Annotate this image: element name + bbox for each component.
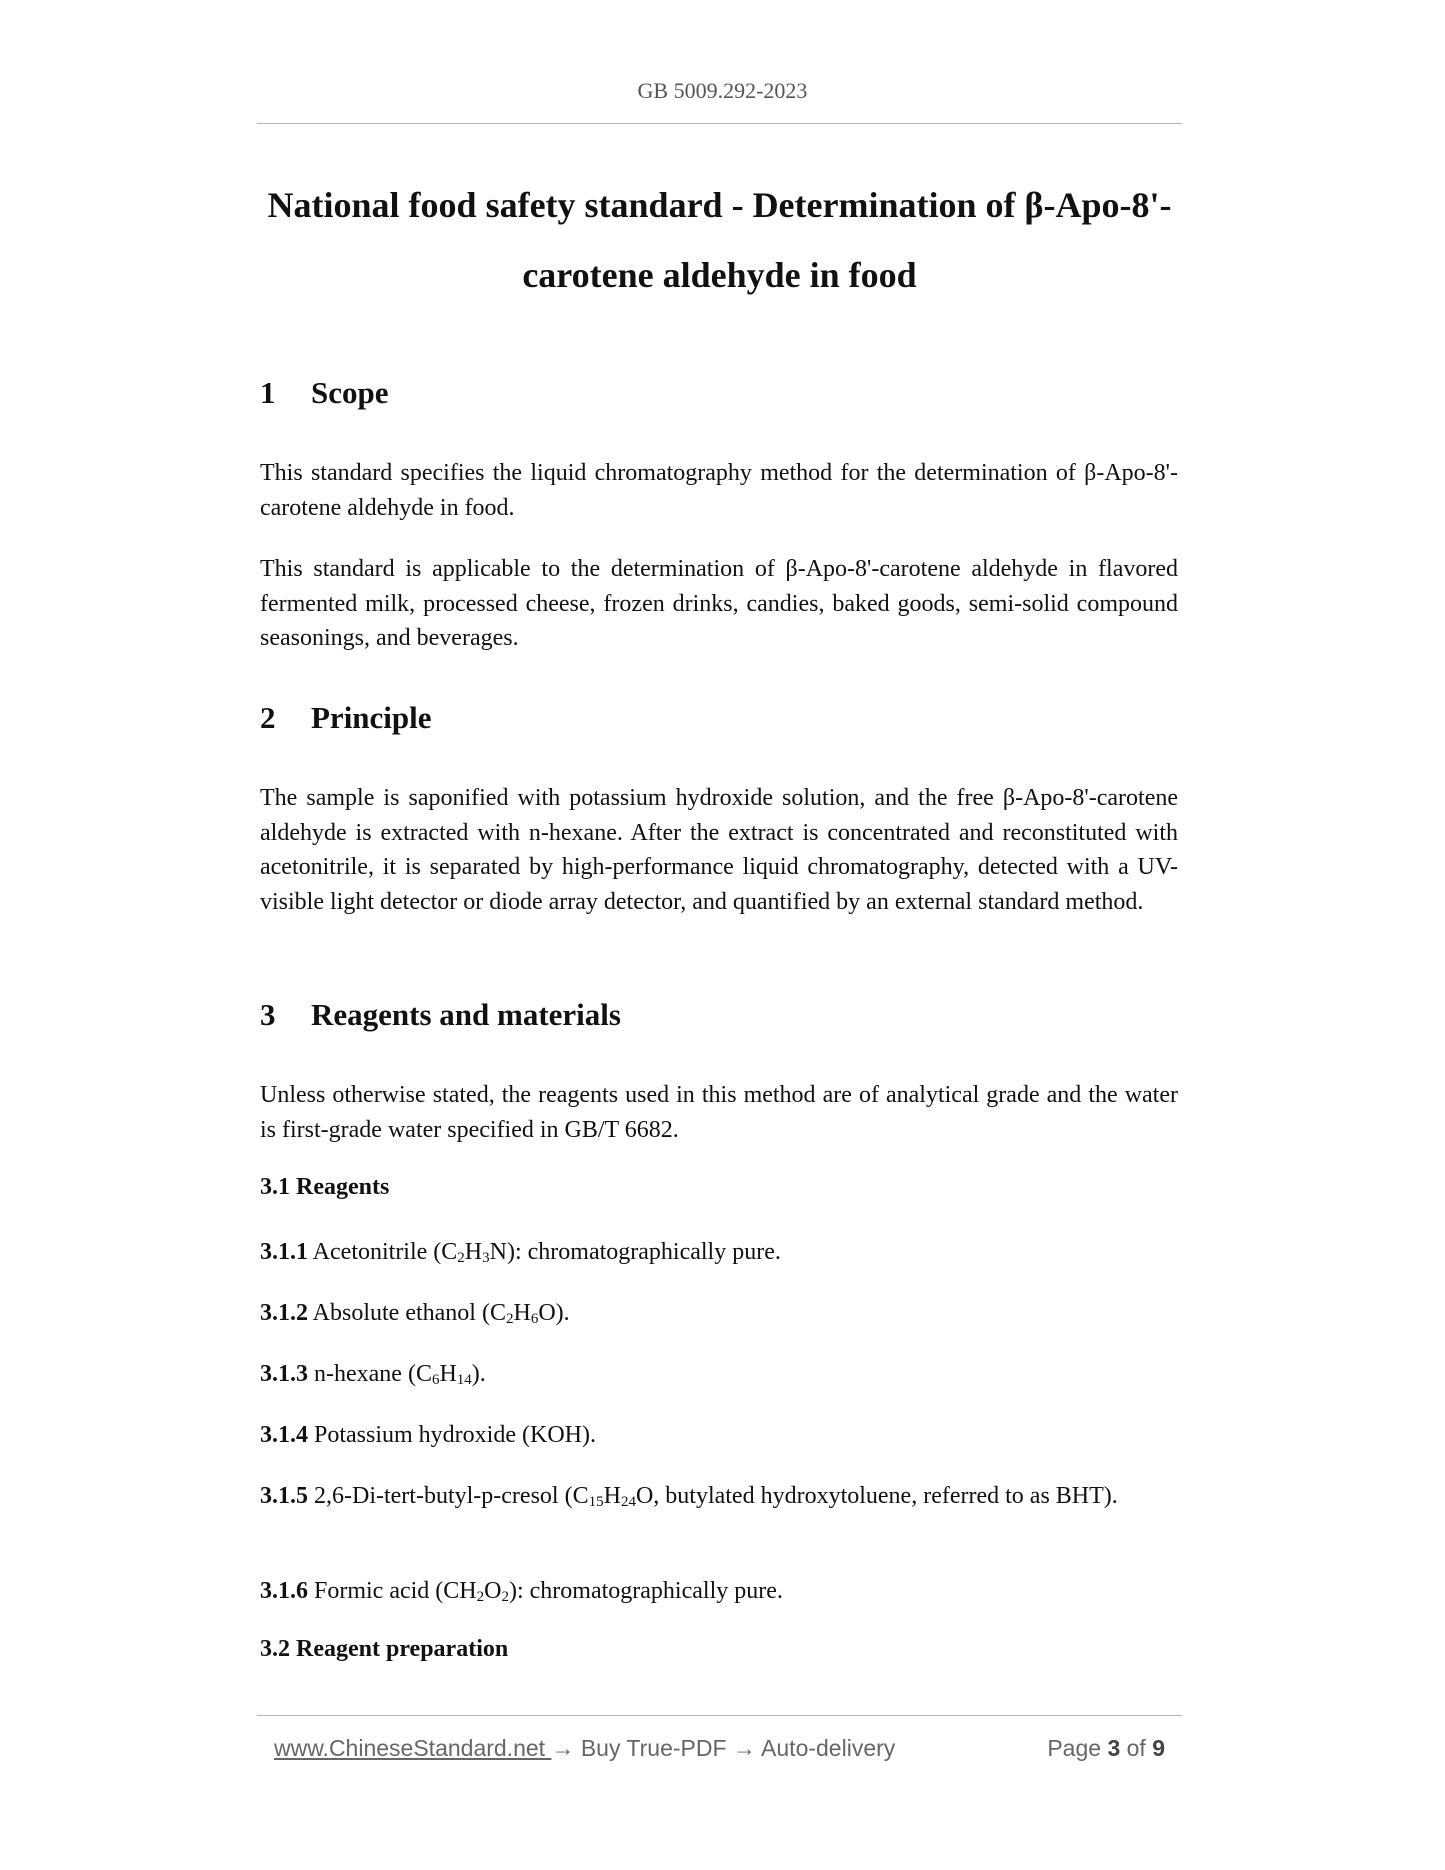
footer-promo — [274, 1735, 895, 1762]
page-title — [257, 170, 1182, 310]
section-heading-reagents — [260, 997, 621, 1033]
section-number: 3 — [260, 997, 276, 1032]
scope-paragraph-1: This standard specifies the liquid chromatography method for the determination of β-Apo-8'-carotene aldehyde in food. — [260, 460, 1178, 521]
section-number: 2 — [260, 700, 276, 735]
subsection-heading-reagents: 3.1 Reagents — [260, 1174, 390, 1200]
reagent-item: 3.1.6 Formic acid $(CH_2O_2)$: chromatographically pure. — [260, 1578, 783, 1605]
current-page-number: 3 — [1107, 1735, 1121, 1761]
reagent-item: 3.1.5 2,6-Di-tert-butyl-p-cresol ($C_{15}H_{24}O$, butylated hydroxytoluene, referred to as BHT). — [260, 1483, 1118, 1510]
page-label: Page — [1047, 1735, 1102, 1761]
reagent-item: 3.1.2 Absolute ethanol $(C_2H_6O)$. — [260, 1300, 570, 1327]
section-heading-scope — [260, 375, 389, 411]
reagent-item: 3.1.4 Potassium hydroxide (KOH). — [260, 1422, 596, 1448]
section-title: Reagents and materials — [311, 997, 621, 1032]
auto-delivery-text: Auto-delivery — [755, 1735, 896, 1761]
arrow-right-icon: → — [732, 1735, 756, 1761]
section-number: 1 — [260, 375, 276, 410]
title-line-2: carotene aldehyde in food — [522, 255, 917, 295]
website-link[interactable]: www.ChineseStandard.net — [274, 1735, 552, 1761]
total-pages-number: 9 — [1152, 1735, 1165, 1761]
section-title: Scope — [311, 375, 389, 410]
footer-divider — [257, 1715, 1182, 1716]
scope-paragraph-2: This standard is applicable to the determination of β-Apo-8'-carotene aldehyde in flavored fermented milk, processed cheese, frozen drinks, candies, baked goods, semi-solid compound seasonings, and beverages. — [260, 556, 1178, 651]
buy-pdf-text: Buy True-PDF — [574, 1735, 733, 1761]
page-indicator — [1047, 1735, 1165, 1762]
subsection-heading-reagent-preparation: 3.2 Reagent preparation — [260, 1636, 509, 1662]
section-title: Principle — [311, 700, 432, 735]
reagent-item: 3.1.1 Acetonitrile $(C_2H_3N)$: chromatographically pure. — [260, 1239, 781, 1266]
header-divider — [257, 123, 1182, 124]
reagent-item: 3.1.3 n-hexane $(C_6H_{14})$. — [260, 1361, 486, 1388]
title-line-1: National food safety standard - Determination of β-Apo-8'- — [267, 185, 1172, 225]
arrow-right-icon: → — [551, 1735, 575, 1761]
page-of-label: of — [1126, 1735, 1146, 1761]
reagents-paragraph: Unless otherwise stated, the reagents used in this method are of analytical grade and the water is first-grade water specified in GB/T 6682. — [260, 1082, 1178, 1143]
principle-paragraph: The sample is saponified with potassium hydroxide solution, and the free β-Apo-8'-carotene aldehyde is extracted with n-hexane. After the extract is concentrated and reconstituted with acetonitrile, it is separated by high-performance liquid chromatography, detected with a UV-visible light detector or diode array detector, and quantified by an external standard method. — [260, 785, 1178, 915]
section-heading-principle — [260, 700, 432, 736]
page-footer — [257, 1735, 1182, 1765]
document-code-header: GB 5009.292-2023 — [637, 78, 808, 103]
